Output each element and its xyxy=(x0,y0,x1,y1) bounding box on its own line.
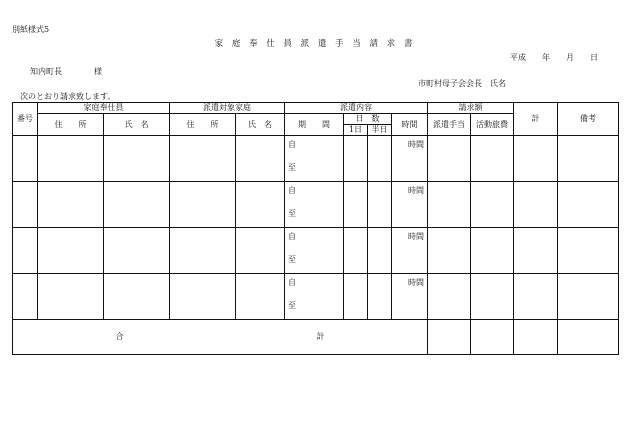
hours-label: 時間 xyxy=(408,140,424,149)
header-full-day: 1日 xyxy=(344,125,368,136)
applicant-line: 市町村母子会会長 氏名 xyxy=(418,79,506,88)
from-label: 自 xyxy=(288,232,296,241)
cell-full-day xyxy=(344,228,368,274)
header-helper-group: 家庭奉仕員 xyxy=(38,103,170,114)
cell-remarks xyxy=(558,182,619,228)
hours-label: 時間 xyxy=(408,232,424,241)
header-days: 日 数 xyxy=(344,114,392,125)
cell-allowance xyxy=(428,274,471,320)
header-target-name: 氏 名 xyxy=(236,114,285,136)
table-row xyxy=(13,274,619,320)
claim-table xyxy=(12,102,619,355)
cell-expenses xyxy=(471,228,514,274)
cell-target-name xyxy=(236,274,285,320)
header-helper-address: 住 所 xyxy=(38,114,104,136)
header-expenses: 活動旅費 xyxy=(471,114,514,136)
table-row xyxy=(13,228,619,274)
document-title: 家 庭 奉 仕 員 派 遣 手 当 請 求 書 xyxy=(214,39,416,49)
cell-target-name xyxy=(236,228,285,274)
cell-target-address xyxy=(170,228,236,274)
total-label-cell xyxy=(13,320,428,355)
cell-hours xyxy=(392,182,428,228)
cell-number xyxy=(13,182,38,228)
cell-hours xyxy=(392,274,428,320)
header-allowance: 派遣手当 xyxy=(428,114,471,136)
header-period: 期 間 xyxy=(285,114,344,136)
cell-full-day xyxy=(344,136,368,182)
from-label: 自 xyxy=(288,278,296,287)
form-number: 別紙様式5 xyxy=(12,25,50,34)
cell-target-address xyxy=(170,136,236,182)
cell-number xyxy=(13,228,38,274)
table-row xyxy=(13,182,619,228)
cell-expenses xyxy=(471,136,514,182)
cell-hours xyxy=(392,228,428,274)
header-helper-name: 氏 名 xyxy=(104,114,170,136)
cell-full-day xyxy=(344,182,368,228)
cell-target-address xyxy=(170,274,236,320)
cell-period xyxy=(285,274,344,320)
cell-helper-name xyxy=(104,274,170,320)
cell-remarks xyxy=(558,274,619,320)
cell-number xyxy=(13,274,38,320)
cell-total xyxy=(514,228,558,274)
cell-number xyxy=(13,136,38,182)
hours-label: 時間 xyxy=(408,186,424,195)
cell-helper-name xyxy=(104,136,170,182)
total-expenses xyxy=(471,320,514,355)
total-label-right: 計 xyxy=(316,332,325,341)
hours-label: 時間 xyxy=(408,278,424,287)
cell-allowance xyxy=(428,228,471,274)
cell-allowance xyxy=(428,182,471,228)
header-target-group: 派遣対象家庭 xyxy=(170,103,285,114)
cell-half-day xyxy=(368,228,392,274)
intro-text: 次のとおり請求致します。 xyxy=(20,92,116,101)
date-line: 平成 年 月 日 xyxy=(510,53,598,62)
cell-total xyxy=(514,182,558,228)
total-remarks xyxy=(558,320,619,355)
cell-full-day xyxy=(344,274,368,320)
header-number: 番号 xyxy=(13,103,38,136)
header-target-address: 住 所 xyxy=(170,114,236,136)
cell-target-name xyxy=(236,136,285,182)
cell-remarks xyxy=(558,136,619,182)
total-row xyxy=(13,320,619,355)
cell-half-day xyxy=(368,182,392,228)
cell-target-address xyxy=(170,182,236,228)
total-allowance xyxy=(428,320,471,355)
header-hours: 時間 xyxy=(392,114,428,136)
cell-hours xyxy=(392,136,428,182)
cell-helper-address xyxy=(38,228,104,274)
cell-period xyxy=(285,136,344,182)
to-label: 至 xyxy=(288,163,296,172)
cell-total xyxy=(514,274,558,320)
header-claim-group: 請求額 xyxy=(428,103,514,114)
cell-helper-address xyxy=(38,182,104,228)
cell-helper-address xyxy=(38,274,104,320)
cell-expenses xyxy=(471,274,514,320)
cell-remarks xyxy=(558,228,619,274)
to-label: 至 xyxy=(288,301,296,310)
cell-allowance xyxy=(428,136,471,182)
cell-helper-name xyxy=(104,182,170,228)
cell-period xyxy=(285,182,344,228)
cell-half-day xyxy=(368,136,392,182)
header-total: 計 xyxy=(514,103,558,136)
to-label: 至 xyxy=(288,209,296,218)
cell-total xyxy=(514,136,558,182)
header-half-day: 半日 xyxy=(368,125,392,136)
cell-expenses xyxy=(471,182,514,228)
header-dispatch-group: 派遣内容 xyxy=(285,103,428,114)
header-remarks: 備考 xyxy=(558,103,619,136)
cell-half-day xyxy=(368,274,392,320)
total-sum xyxy=(514,320,558,355)
total-label-left: 合 xyxy=(115,332,124,341)
cell-target-name xyxy=(236,182,285,228)
cell-helper-address xyxy=(38,136,104,182)
cell-period xyxy=(285,228,344,274)
from-label: 自 xyxy=(288,140,296,149)
from-label: 自 xyxy=(288,186,296,195)
table-row xyxy=(13,136,619,182)
to-label: 至 xyxy=(288,255,296,264)
addressee: 知内町長 様 xyxy=(30,67,102,76)
cell-helper-name xyxy=(104,228,170,274)
